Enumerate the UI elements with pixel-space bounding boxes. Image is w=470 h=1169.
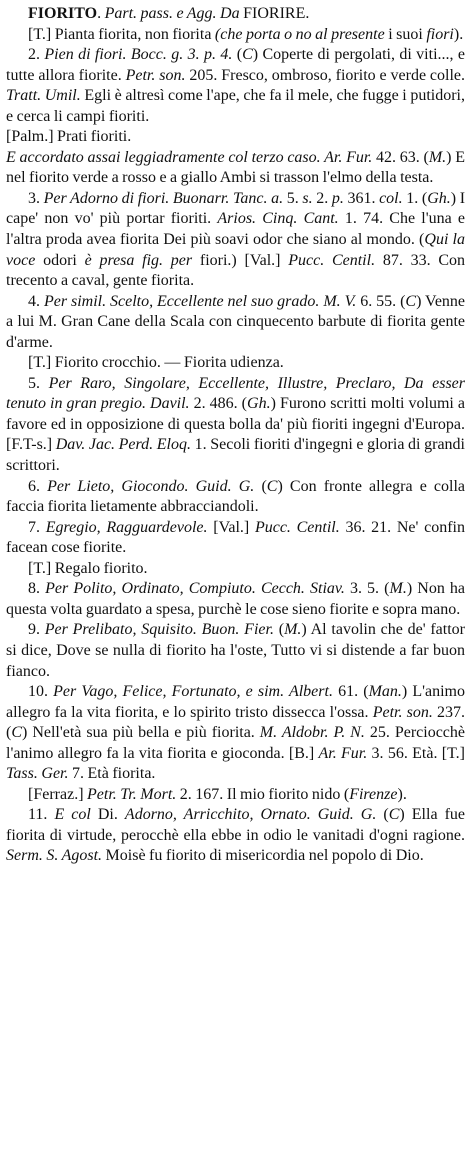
- text-run: [Palm.] Prati fioriti.: [6, 128, 132, 146]
- italic-run: E col: [54, 806, 91, 824]
- text-run: i suoi: [384, 25, 427, 43]
- text-run: 1. 74. Che l'una e l'altra proda avea fiorita Dei più soavi odor che siano al mondo. (: [6, 210, 466, 249]
- italic-run: Ar. Fur.: [318, 744, 368, 762]
- italic-run: Petr. son.: [125, 66, 186, 84]
- text-run: (: [232, 46, 243, 64]
- text-run: 3. 56. Età. [T.]: [367, 744, 465, 762]
- text-run: 87. 33. Con trecento a caval, gente fiorita.: [6, 251, 465, 290]
- text-run: ) Al tavolin che de' fattor si dice, Dove se nulla di fiorito ha l'oste, Tutto vi si distende a far buon fianco.: [6, 621, 466, 680]
- text-run: ) Furono scritti molti volumi a favore ed in opposizione di questa bolla da' più fioriti ingegni d'Europa. [F.T-s.]: [6, 395, 465, 454]
- text-run: 1. (: [402, 189, 428, 207]
- text-run: 42. 63. (: [372, 148, 429, 166]
- text-run: (: [376, 806, 389, 824]
- text-run: 10.: [28, 683, 54, 701]
- text-run: 205. Fresco, ombroso, fiorito e verde colle.: [185, 66, 466, 84]
- text-run: fiori.) [Val.]: [192, 251, 289, 269]
- text-run: 5.: [28, 374, 49, 392]
- text-run: FIORIRE.: [239, 5, 310, 22]
- sense-3: [6, 189, 465, 292]
- sense-4-t-note: [6, 353, 465, 374]
- entry-headline: [6, 4, 465, 25]
- italic-run: Arios. Cinq. Cant.: [217, 210, 339, 228]
- text-run: 2. 167. Il mio fiorito nido (: [176, 785, 350, 803]
- italic-run: Serm. S. Agost.: [6, 847, 103, 865]
- text-run: 2.: [312, 189, 332, 207]
- italic-run: Pucc. Centil.: [288, 251, 376, 269]
- italic-run: Pien di fiori. Bocc. g. 3. p. 4.: [44, 46, 233, 64]
- text-run: [Ferraz.]: [28, 785, 88, 803]
- italic-run: Pucc. Centil.: [254, 518, 340, 536]
- text-run: [T.] Pianta fiorita, non fiorita: [28, 25, 215, 43]
- italic-run: Firenze: [349, 785, 398, 803]
- italic-run: fiori: [426, 25, 454, 43]
- italic-run: s.: [302, 189, 313, 207]
- text-run: ).: [397, 785, 407, 803]
- sense-5: [6, 374, 465, 477]
- text-run: 361.: [343, 189, 380, 207]
- sense-10: [6, 682, 465, 785]
- sense-2-terzo-caso: [6, 148, 465, 189]
- sense-11: [6, 805, 465, 867]
- text-run: (: [254, 477, 267, 495]
- sense-9: [6, 620, 465, 682]
- italic-run: Tass. Ger.: [6, 765, 69, 783]
- sense-6: [6, 477, 465, 518]
- italic-run: Man.: [368, 683, 402, 701]
- sense-10-ferraz-note: [6, 785, 465, 806]
- italic-run: Per Polito, Ordinato, Compiuto. Cecch. Stiav.: [45, 580, 345, 598]
- text-run: 6.: [28, 477, 48, 495]
- italic-run: (che porta o no al presente: [214, 25, 385, 43]
- italic-run: Adorno, Arricchito, Ornato. Guid. G.: [124, 806, 377, 824]
- text-run: ) Non ha questa volta guardato a spesa, purchè le cose sieno fiorite e sopra mano.: [6, 580, 466, 618]
- text-run: odori: [35, 251, 85, 269]
- text-run: 2. 486. (: [189, 395, 248, 413]
- italic-run: Per simil. Scelto, Eccellente nel suo grado. M. V.: [43, 292, 357, 310]
- sense-7: [6, 518, 465, 559]
- italic-run: è presa fig. per: [84, 251, 193, 269]
- headword: FIORITO: [28, 5, 98, 22]
- italic-run: C: [405, 292, 417, 310]
- text-run: 7. Età fiorita.: [68, 765, 156, 783]
- text-run: 8.: [28, 580, 46, 598]
- italic-run: C: [388, 806, 400, 824]
- text-run: 3. 5. (: [344, 580, 390, 598]
- sense-2: [6, 45, 465, 127]
- text-run: 36. 21. Ne' confin facean cose fiorite.: [6, 518, 466, 557]
- italic-run: M.: [284, 621, 302, 639]
- sense-2-palm-note: [6, 127, 465, 148]
- text-run: (: [273, 621, 285, 639]
- italic-run: M.: [389, 580, 407, 598]
- text-run: 1. Secoli fioriti d'ingegni e gloria di grandi scrittori.: [6, 436, 465, 475]
- text-run: ) I cape' non vo' più portar fioriti.: [6, 189, 466, 228]
- italic-run: col.: [379, 189, 403, 207]
- text-run: Moisè fu fiorito di misericordia nel popolo di Dio.: [102, 847, 424, 865]
- italic-run: Per Prelibato, Squisito. Buon. Fier.: [44, 621, 274, 639]
- text-run: 9.: [28, 621, 45, 639]
- text-run: .: [97, 5, 105, 22]
- text-run: ) E nel fiorito verde a rosso e a giallo Ambi si trasson l'elmo della testa.: [6, 148, 465, 187]
- sense-4: [6, 292, 465, 354]
- text-run: 6. 55. (: [356, 292, 406, 310]
- italic-run: Part. pass. e Agg. Da: [104, 5, 240, 22]
- italic-run: Dav. Jac. Perd. Eloq.: [55, 436, 191, 454]
- text-run: 61. (: [332, 683, 369, 701]
- text-run: [T.] Regalo fiorito.: [28, 559, 148, 577]
- italic-run: Per Lieto, Giocondo. Guid. G.: [47, 477, 255, 495]
- italic-run: C: [11, 724, 22, 742]
- italic-run: Petr. Tr. Mort.: [87, 785, 177, 803]
- text-run: Di.: [90, 806, 125, 824]
- text-run: 3.: [28, 189, 44, 207]
- italic-run: M. Aldobr. P. N.: [259, 724, 365, 742]
- text-run: ) Coperte di pergolati, di viti..., e tutte allora fiorite.: [6, 46, 465, 84]
- text-run: 2.: [28, 46, 45, 64]
- sense-7-t-note: [6, 559, 465, 580]
- text-run: 11.: [28, 806, 55, 824]
- text-run: 7.: [28, 518, 46, 536]
- italic-run: Per Raro, Singolare, Eccellente, Illustre, Preclaro, Da esser tenuto in gran pregio. Davil.: [6, 374, 465, 413]
- italic-run: p.: [331, 189, 344, 207]
- text-run: [T.] Fiorito crocchio. — Fiorita udienza.: [28, 354, 284, 372]
- text-run: ) Venne a lui M. Gran Cane della Scala con cinquecento barbute di fiorita gente d'arme.: [6, 292, 466, 351]
- text-run: 237. (: [6, 703, 466, 742]
- italic-run: Per Vago, Felice, Fortunato, e sim. Albert.: [53, 683, 333, 701]
- italic-run: M.: [428, 148, 447, 166]
- italic-run: E accordato assai leggiadramente col terzo caso. Ar. Fur.: [6, 148, 373, 166]
- italic-run: Egregio, Ragguardevole.: [45, 518, 208, 536]
- italic-run: Per Adorno di fiori. Buonarr. Tanc. a.: [43, 189, 284, 207]
- sense-note-t-pianta: [6, 25, 465, 46]
- italic-run: Qui la voce: [6, 231, 465, 269]
- italic-run: Tratt. Umil.: [6, 87, 81, 105]
- text-run: Egli è altresì come l'ape, che fa il mele, che fugge i putidori, e cerca li campi fioriti.: [6, 87, 465, 125]
- text-run: ) L'animo allegro fa la vita fiorita, e lo spirito tristo dissecca l'ossa.: [6, 683, 466, 721]
- text-run: ).: [453, 25, 464, 43]
- text-run: 5.: [283, 189, 303, 207]
- text-run: ) Con fronte allegra e colla faccia fiorita lietamente abbracciandoli.: [6, 477, 466, 516]
- italic-run: Gh.: [247, 395, 271, 413]
- italic-run: Gh.: [427, 189, 451, 207]
- sense-8: [6, 579, 465, 620]
- italic-run: C: [242, 46, 253, 64]
- text-run: ) Ella fue fiorita di virtude, perocchè ella ebbe in odio le vanitadi d'ogni ragione.: [6, 806, 466, 844]
- italic-run: C: [266, 477, 278, 495]
- text-run: [Val.]: [207, 518, 255, 536]
- text-run: 4.: [28, 292, 44, 310]
- italic-run: Petr. son.: [372, 703, 433, 721]
- text-run: 25. Perciocchè l'animo allegro fa la vita fiorita e gioconda. [B.]: [6, 724, 465, 762]
- text-run: ) Nell'età sua più bella e più fiorita.: [22, 724, 260, 742]
